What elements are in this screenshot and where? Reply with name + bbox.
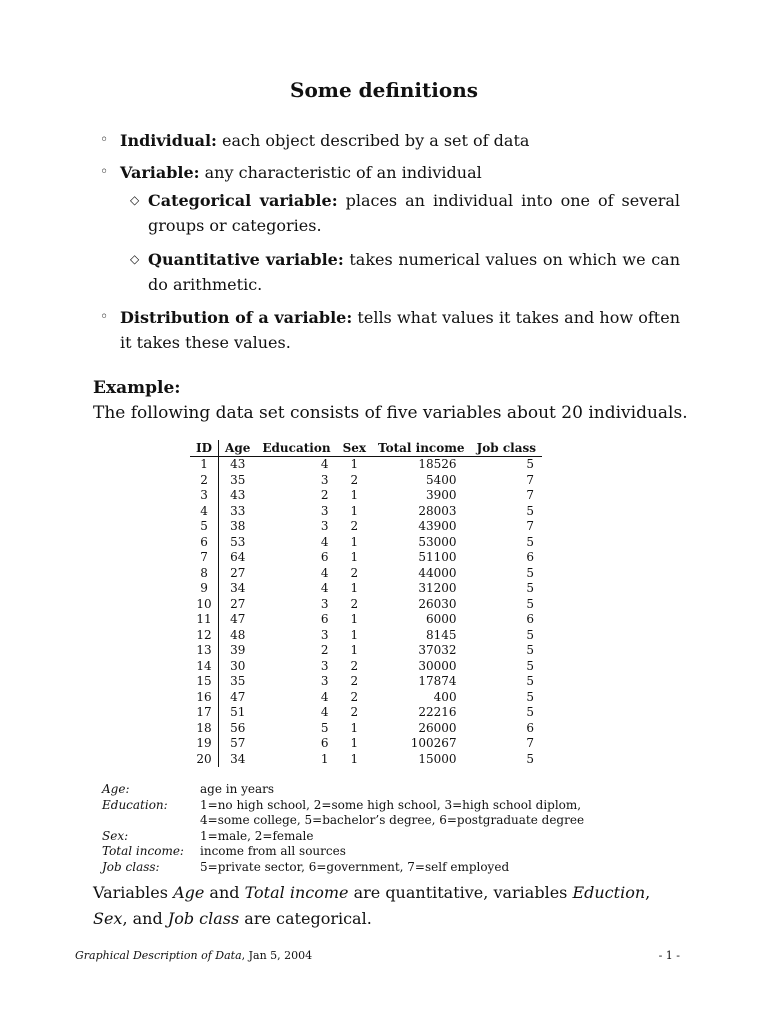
table-cell-age: 53 — [230, 534, 246, 549]
definition-text: takes numerical values on which we can do arithmetic. — [148, 250, 680, 294]
table-cell-age: 57 — [230, 736, 246, 750]
table-cell-job: 6 — [526, 720, 534, 735]
table-cell-edu: 3 — [320, 519, 329, 533]
table-cell-inc: 8145 — [426, 627, 457, 642]
legend-row — [102, 798, 620, 814]
table-cell-inc: 400 — [433, 689, 457, 704]
table-row — [190, 721, 542, 737]
text-run: and — [204, 883, 245, 902]
table-cell-sex: 2 — [350, 519, 359, 533]
table-cell-inc: 51100 — [418, 550, 457, 564]
table-cell-edu: 6 — [320, 736, 329, 750]
table-cell-age: 30 — [230, 658, 246, 673]
table-cell-inc: 43900 — [418, 519, 457, 533]
table-cell-sex: 1 — [350, 550, 359, 564]
table-cell-sex: 2 — [350, 705, 359, 719]
legend-value: 4=some college, 5=bachelor’s degree, 6=postgraduate degree — [200, 813, 585, 827]
table-row — [190, 628, 542, 644]
table-row — [190, 705, 542, 721]
table-cell-age: 47 — [230, 612, 246, 626]
table-cell-inc: 28003 — [418, 503, 457, 518]
table-cell-inc: 18526 — [418, 457, 457, 471]
table-cell-edu: 3 — [320, 658, 329, 673]
legend-key: Total income: — [102, 844, 184, 858]
table-cell-age: 38 — [230, 519, 246, 533]
table-cell-age: 27 — [230, 596, 246, 611]
closing-paragraph — [93, 880, 683, 932]
table-row — [190, 690, 542, 706]
table-cell-edu: 2 — [320, 488, 329, 502]
legend-row — [102, 860, 620, 876]
legend-key: Sex: — [102, 828, 129, 843]
table-cell-job: 6 — [526, 612, 534, 626]
table-cell-job: 5 — [526, 534, 534, 549]
term: Distribution of a variable: — [120, 308, 353, 327]
table-cell-job: 5 — [526, 658, 534, 673]
table-row — [190, 457, 542, 473]
table-cell-age: 43 — [230, 488, 246, 502]
legend-value: 5=private sector, 6=government, 7=self employed — [200, 859, 510, 874]
table-cell-job: 5 — [526, 643, 534, 657]
table-cell-id: 15 — [190, 674, 219, 690]
footer-citation — [75, 949, 312, 962]
table-cell-sex: 2 — [350, 689, 359, 704]
table-row — [190, 519, 542, 535]
table-cell-job: 7 — [526, 519, 534, 533]
table-cell-job: 5 — [526, 596, 534, 611]
definition-categorical — [130, 188, 680, 238]
table-cell-sex: 1 — [350, 581, 359, 595]
term-age: Age — [173, 883, 205, 902]
table-cell-sex: 1 — [350, 612, 359, 626]
table-cell-sex: 1 — [350, 503, 359, 518]
data-table — [190, 440, 542, 767]
table-cell-sex: 1 — [350, 534, 359, 549]
legend-value: income from all sources — [200, 844, 346, 858]
term: Variable: — [120, 163, 200, 182]
table-cell-age: 35 — [230, 674, 246, 688]
text-run: , — [645, 883, 651, 902]
table-row — [190, 504, 542, 520]
table-cell-inc: 22216 — [418, 705, 457, 719]
table-cell-inc: 44000 — [418, 565, 457, 580]
footer-date: , Jan 5, 2004 — [241, 949, 313, 962]
table-cell-edu: 5 — [320, 720, 329, 735]
table-cell-sex: 1 — [350, 643, 359, 657]
table-row — [190, 488, 542, 504]
text-run: , and — [122, 909, 168, 928]
table-cell-inc: 100267 — [410, 736, 457, 750]
table-cell-id: 17 — [190, 705, 219, 721]
table-row — [190, 550, 542, 566]
table-cell-id: 3 — [190, 488, 219, 504]
table-row — [190, 566, 542, 582]
text-run: are categorical. — [239, 909, 372, 928]
table-cell-edu: 3 — [320, 674, 329, 688]
table-cell-age: 33 — [230, 503, 246, 518]
table-cell-edu: 4 — [320, 689, 329, 704]
table-cell-inc: 6000 — [426, 612, 457, 626]
table-cell-edu: 6 — [320, 612, 329, 626]
table-cell-sex: 2 — [350, 565, 359, 580]
table-cell-id: 14 — [190, 659, 219, 675]
table-cell-sex: 1 — [350, 457, 359, 471]
table-cell-job: 5 — [526, 565, 534, 580]
legend-key: Age: — [102, 782, 130, 796]
table-cell-edu: 4 — [320, 457, 329, 471]
table-cell-inc: 26030 — [418, 596, 457, 611]
table-cell-id: 10 — [190, 597, 219, 613]
table-cell-edu: 4 — [320, 534, 329, 549]
table-row — [190, 473, 542, 489]
variable-legend — [102, 782, 620, 875]
page-number: - 1 - — [658, 949, 680, 962]
table-cell-id: 8 — [190, 566, 219, 582]
table-cell-id: 1 — [190, 457, 219, 473]
term: Individual: — [120, 131, 217, 150]
table-cell-sex: 2 — [350, 674, 359, 688]
term-job-class: Job class — [167, 909, 240, 928]
table-cell-id: 4 — [190, 504, 219, 520]
definition-distribution — [100, 305, 681, 355]
diamond-bullet-icon: ◇ — [130, 252, 140, 266]
table-cell-sex: 1 — [350, 720, 359, 735]
table-cell-edu: 2 — [320, 643, 329, 657]
table-cell-edu: 3 — [320, 596, 329, 611]
legend-row — [102, 844, 620, 860]
table-cell-age: 35 — [230, 472, 246, 487]
table-header-row — [190, 440, 542, 457]
table-row — [190, 643, 542, 659]
table-row — [190, 736, 542, 752]
definition-text: any characteristic of an individual — [199, 163, 482, 182]
text-run: are quantitative, variables — [348, 883, 573, 902]
table-cell-job: 7 — [526, 488, 534, 502]
table-cell-inc: 30000 — [418, 658, 457, 673]
table-cell-job: 5 — [526, 503, 534, 518]
table-cell-job: 5 — [526, 581, 534, 595]
text-run: Variables — [93, 883, 174, 902]
table-cell-inc: 37032 — [418, 643, 457, 657]
table-cell-sex: 2 — [350, 596, 359, 611]
table-cell-age: 48 — [230, 627, 246, 642]
table-row — [190, 674, 542, 690]
table-cell-id: 2 — [190, 473, 219, 489]
table-cell-inc: 5400 — [426, 472, 457, 487]
table-cell-edu: 3 — [320, 472, 329, 487]
legend-key: Education: — [102, 797, 168, 812]
column-header-education: Education — [256, 440, 336, 457]
table-row — [190, 597, 542, 613]
circle-bullet-icon: ◦ — [100, 164, 109, 180]
column-header-total-income: Total income — [372, 440, 471, 457]
table-cell-inc: 3900 — [426, 488, 457, 502]
legend-value: 1=male, 2=female — [200, 828, 314, 843]
table-body — [190, 457, 542, 768]
example-heading: Example: — [93, 378, 181, 398]
page-title: Some definitions — [290, 78, 478, 102]
table-cell-id: 11 — [190, 612, 219, 628]
term: Quantitative variable: — [148, 250, 344, 269]
term: Categorical variable: — [148, 191, 338, 210]
term-total-income: Total income — [244, 883, 349, 902]
table-cell-job: 5 — [526, 674, 534, 688]
table-cell-edu: 4 — [320, 705, 329, 719]
table-cell-age: 51 — [230, 705, 246, 719]
table-cell-edu: 4 — [320, 565, 329, 580]
diamond-bullet-icon: ◇ — [130, 193, 140, 207]
table-cell-id: 5 — [190, 519, 219, 535]
table-cell-age: 39 — [230, 643, 246, 657]
table-cell-age: 64 — [230, 550, 246, 564]
definition-text: tells what values it takes and how often it takes these values. — [120, 308, 681, 352]
table-cell-job: 5 — [526, 705, 534, 719]
legend-row — [102, 829, 620, 845]
legend-row — [102, 813, 620, 829]
legend-key: Job class: — [102, 859, 160, 874]
legend-key — [102, 813, 200, 829]
table-cell-sex: 2 — [350, 658, 359, 673]
table-cell-edu: 6 — [320, 550, 329, 564]
table-cell-id: 6 — [190, 535, 219, 551]
column-header-sex: Sex — [337, 440, 372, 457]
table-cell-job: 6 — [526, 550, 534, 564]
table-cell-job: 7 — [526, 736, 534, 750]
legend-value: age in years — [200, 782, 275, 796]
table-cell-age: 27 — [230, 565, 246, 580]
table-cell-sex: 1 — [350, 488, 359, 502]
table-cell-job: 5 — [526, 457, 534, 471]
column-header-id: ID — [190, 440, 219, 457]
table-cell-edu: 3 — [320, 627, 329, 642]
definition-individual — [100, 128, 680, 153]
table-cell-edu: 3 — [320, 503, 329, 518]
table-cell-id: 16 — [190, 690, 219, 706]
table-cell-inc: 17874 — [418, 674, 457, 688]
table-cell-job: 5 — [526, 627, 534, 642]
table-cell-inc: 15000 — [418, 751, 457, 766]
table-cell-edu: 1 — [320, 751, 329, 766]
table-row — [190, 581, 542, 597]
table-row — [190, 535, 542, 551]
example-intro: The following data set consists of five variables about 20 individuals. — [93, 403, 688, 423]
definition-quantitative — [130, 247, 680, 297]
table-cell-age: 43 — [230, 457, 246, 471]
table-cell-age: 56 — [230, 720, 246, 735]
definition-text: each object described by a set of data — [216, 131, 530, 150]
table-cell-id: 9 — [190, 581, 219, 597]
legend-value: 1=no high school, 2=some high school, 3=high school diplom, — [200, 797, 582, 812]
legend-row — [102, 782, 620, 798]
column-header-job-class: Job class — [471, 440, 542, 457]
term-sex: Sex — [93, 909, 123, 928]
table-cell-id: 18 — [190, 721, 219, 737]
table-cell-inc: 31200 — [418, 581, 457, 595]
table-cell-age: 47 — [230, 689, 246, 704]
table-cell-inc: 26000 — [418, 720, 457, 735]
table-cell-age: 34 — [230, 581, 246, 595]
circle-bullet-icon: ◦ — [100, 132, 109, 148]
term-education: Eduction — [572, 883, 646, 902]
table-cell-edu: 4 — [320, 581, 329, 595]
definition-variable — [100, 160, 680, 185]
circle-bullet-icon: ◦ — [100, 309, 109, 325]
table-cell-job: 5 — [526, 689, 534, 704]
table-row — [190, 659, 542, 675]
table-cell-job: 7 — [526, 472, 534, 487]
table-cell-sex: 1 — [350, 627, 359, 642]
table-cell-id: 20 — [190, 752, 219, 768]
table-cell-sex: 2 — [350, 472, 359, 487]
table-cell-job: 5 — [526, 751, 534, 766]
table-cell-id: 13 — [190, 643, 219, 659]
footer-doc-title: Graphical Description of Data — [75, 949, 242, 962]
table-cell-inc: 53000 — [418, 534, 457, 549]
table-cell-age: 34 — [230, 751, 246, 766]
table-cell-sex: 1 — [350, 736, 359, 750]
table-cell-id: 7 — [190, 550, 219, 566]
definition-text: places an individual into one of several groups or categories. — [148, 191, 680, 235]
table-cell-id: 12 — [190, 628, 219, 644]
table-row — [190, 752, 542, 768]
table-cell-id: 19 — [190, 736, 219, 752]
table-cell-sex: 1 — [350, 751, 359, 766]
table-row — [190, 612, 542, 628]
column-header-age: Age — [219, 440, 257, 457]
